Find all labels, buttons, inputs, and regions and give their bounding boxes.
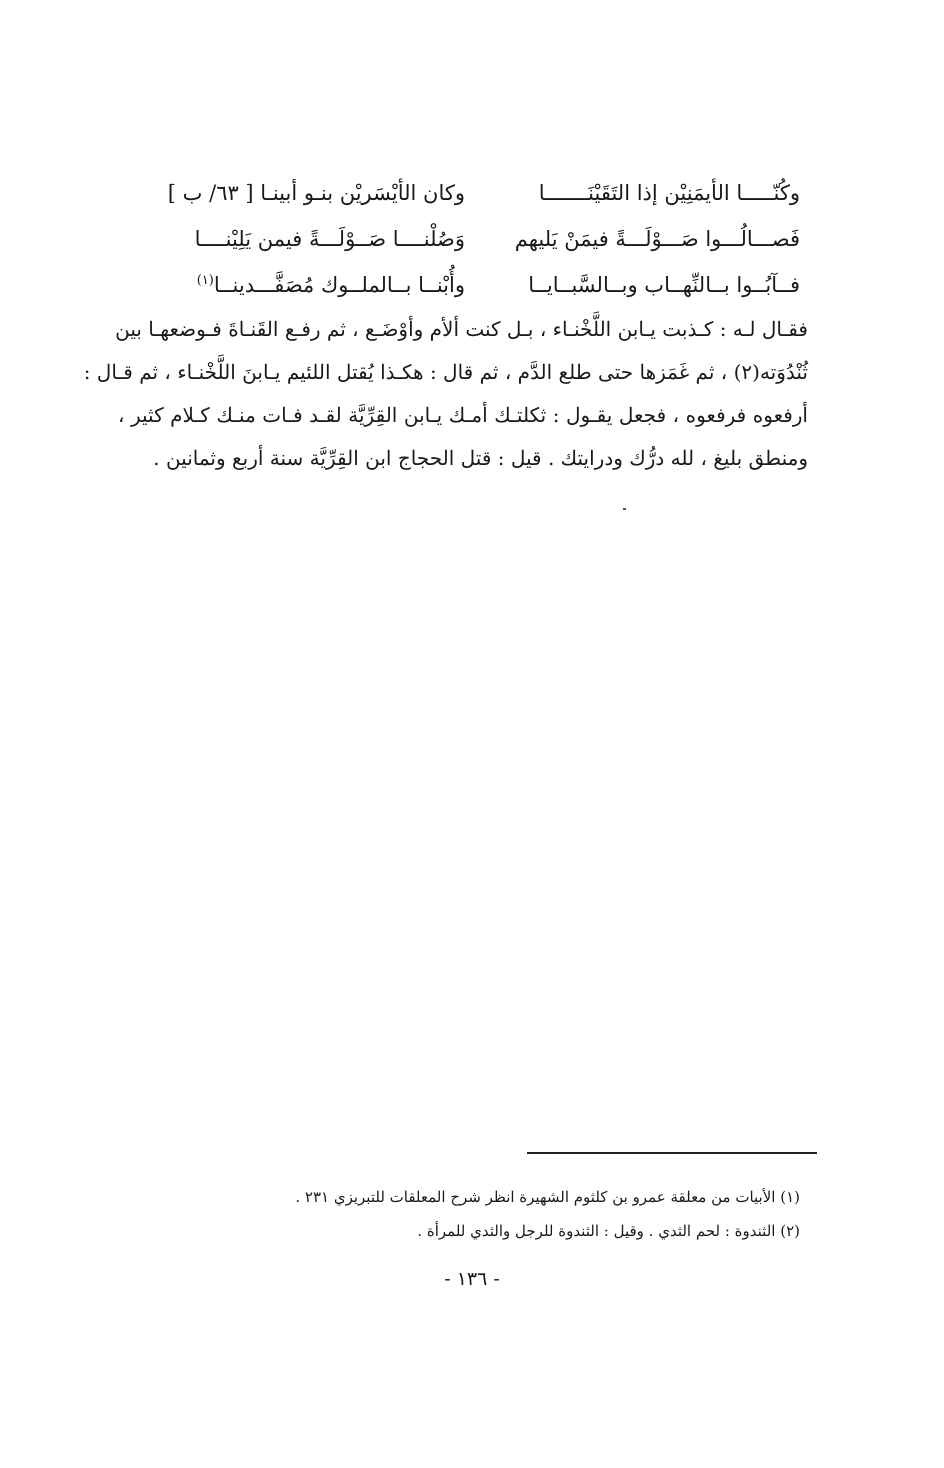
page-number: - ١٣٦ - xyxy=(444,1268,500,1290)
poem-hemistich-first: وكُنّـــــا الأيمَنِيْن إذا التَقَيْنَـــــــا xyxy=(538,181,800,205)
poem-hemistich-first: فــآبُــوا بــالنِّهــاب وبــالسَّبــايــا xyxy=(528,273,800,297)
scan-speck xyxy=(623,508,626,510)
poem-hemistich-text: وكان الأيْسَريْن بنـو أبينـا [ ٦٣/ ب ] xyxy=(167,181,465,205)
poem-hemistich-second xyxy=(120,227,465,251)
footnote-reference-mark: (١) xyxy=(196,273,214,288)
prose-line: ثُنْدُوَته(٢) ، ثم غَمَزها حتى طلع الدَّم ، ثم قال : هكـذا يُقتل اللئيم يـابنَ اللَّخْنـاء ، ثم قـال : xyxy=(83,360,808,384)
poem-verse-1 xyxy=(120,170,800,216)
footnotes-block xyxy=(240,1180,800,1248)
footnote-1: (١) الأبيات من معلقة عمرو بن كلثوم الشهيرة انظر شرح المعلقات للتبريزي ٢٣١ . xyxy=(295,1188,800,1206)
poem-hemistich-second xyxy=(120,273,465,297)
poem-hemistich-second xyxy=(120,181,465,205)
poem-verse-3 xyxy=(120,262,800,308)
prose-line: فقـال لـه : كـذبت يـابن اللَّخْنـاء ، بـل كنت ألأم وأوْضَـع ، ثم رفـع القَنـاةَ فـوضعهـا بين xyxy=(115,317,808,341)
footnote-separator xyxy=(527,1152,817,1154)
poem-hemistich-first: فَصـــالُـــوا صَـــوْلَـــةً فيمَنْ يَليهم xyxy=(514,227,800,251)
prose-line: ومنطق بليغ ، لله درُّك ودرايتك . قيل : قتل الحجاج ابن القِرِّيَّة سنة أربع وثمانين . xyxy=(153,446,808,470)
prose-line: أرفعوه فرفعوه ، فجعل يقـول : ثكلتـك أمـك يـابن القِرِّيَّة لقـد فـات منـك كـلام كثير ، xyxy=(118,403,808,427)
footnote-2: (٢) الثندوة : لحم الثدي . وقيل : الثندوة للرجل والثدي للمرأة . xyxy=(417,1222,800,1240)
poem-block xyxy=(120,170,800,308)
poem-hemistich-text: وأُبْنــا بــالملــوك مُصَفَّـــدينــا xyxy=(213,273,465,297)
prose-paragraph xyxy=(83,308,808,480)
poem-verse-2 xyxy=(120,216,800,262)
poem-hemistich-text: وَصُلْنــــا صَــوْلَـــةً فيمن يَلِيْنــــا xyxy=(194,227,465,251)
